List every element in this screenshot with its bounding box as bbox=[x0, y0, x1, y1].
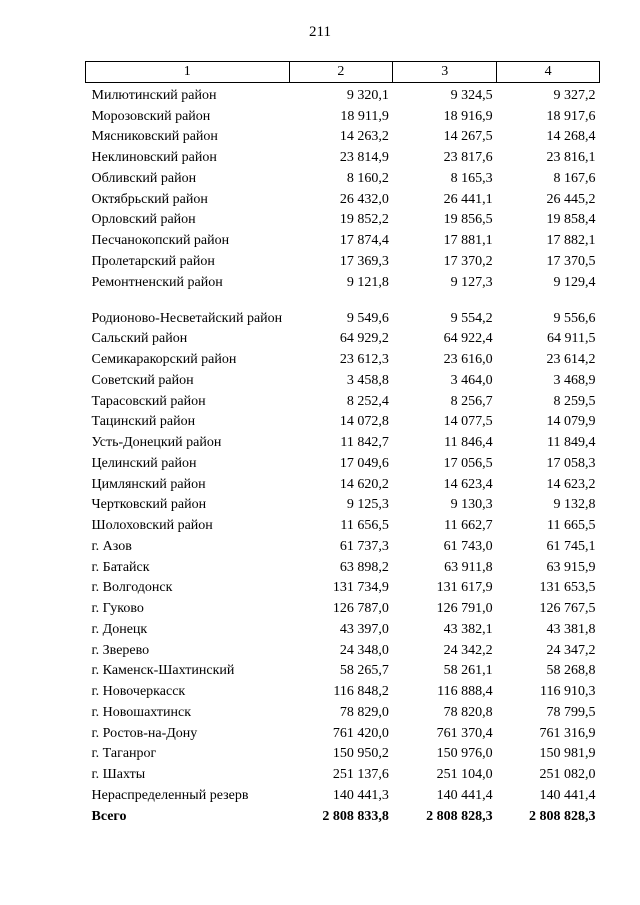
value-cell: 19 852,2 bbox=[339, 212, 389, 228]
row-name: г. Донецк bbox=[91, 621, 148, 637]
value-cell: 14 263,2 bbox=[339, 129, 389, 145]
value-cell: 251 104,0 bbox=[436, 767, 493, 782]
value-cell: 8 165,3 bbox=[450, 170, 493, 186]
value-cell: 11 846,4 bbox=[444, 435, 493, 450]
value-cell: 126 787,0 bbox=[332, 601, 389, 616]
value-cell: 2 808 828,3 bbox=[529, 808, 596, 824]
value-cell: 11 656,5 bbox=[340, 518, 389, 533]
row-name: Октябрьский район bbox=[91, 191, 208, 207]
value-cell: 61 743,0 bbox=[443, 538, 493, 554]
value-cell: 761 420,0 bbox=[332, 725, 389, 741]
value-cell: 17 049,6 bbox=[339, 455, 389, 471]
row-name: Цимлянский район bbox=[91, 476, 206, 492]
row-name: г. Ростов-на-Дону bbox=[91, 725, 198, 741]
value-cell: 18 916,9 bbox=[443, 108, 493, 124]
table-row bbox=[86, 430, 600, 451]
table-row bbox=[86, 327, 600, 348]
row-name: г. Каменск-Шахтинский bbox=[91, 663, 235, 679]
row-name: Милютинский район bbox=[91, 87, 217, 103]
row-name: г. Волгодонск bbox=[91, 580, 173, 596]
table-row bbox=[86, 742, 600, 763]
table-row bbox=[86, 783, 600, 804]
value-cell: 9 324,5 bbox=[450, 87, 493, 103]
value-cell: 43 397,0 bbox=[339, 621, 389, 637]
row-name: Чертковский район bbox=[91, 497, 207, 513]
value-cell: 24 348,0 bbox=[339, 642, 389, 658]
row-name: Советский район bbox=[91, 372, 194, 388]
table-row bbox=[86, 721, 600, 742]
value-cell: 150 976,0 bbox=[436, 746, 493, 762]
value-cell: 11 665,5 bbox=[547, 518, 596, 533]
table-row bbox=[86, 104, 600, 125]
table-row bbox=[86, 700, 600, 721]
value-cell: 126 767,5 bbox=[539, 601, 596, 616]
table-row bbox=[86, 270, 600, 291]
row-name: Морозовский район bbox=[91, 108, 211, 124]
value-cell: 61 737,3 bbox=[339, 538, 389, 554]
table-body bbox=[86, 83, 600, 825]
table-row bbox=[86, 659, 600, 680]
value-cell: 126 791,0 bbox=[436, 601, 493, 616]
row-name: г. Батайск bbox=[91, 559, 150, 575]
value-cell: 24 347,2 bbox=[546, 642, 596, 658]
value-cell: 131 617,9 bbox=[436, 580, 493, 596]
value-cell: 64 922,4 bbox=[443, 331, 493, 347]
value-cell: 3 458,8 bbox=[346, 372, 389, 388]
value-cell: 18 917,6 bbox=[546, 108, 596, 124]
table-row bbox=[86, 368, 600, 389]
table-row bbox=[86, 472, 600, 493]
value-cell: 23 817,6 bbox=[443, 150, 493, 165]
value-cell: 131 653,5 bbox=[539, 580, 596, 596]
table-row bbox=[86, 493, 600, 514]
table-row bbox=[86, 291, 600, 327]
table-row bbox=[86, 145, 600, 166]
row-name: Родионово-Несветайский район bbox=[91, 310, 283, 326]
value-cell: 63 911,8 bbox=[444, 559, 493, 575]
total-row bbox=[86, 804, 600, 825]
value-cell: 17 370,5 bbox=[546, 253, 596, 269]
value-cell: 78 799,5 bbox=[546, 704, 596, 720]
value-cell: 17 881,1 bbox=[443, 233, 493, 248]
value-cell: 24 342,2 bbox=[443, 642, 493, 658]
row-name: Шолоховский район bbox=[91, 518, 213, 533]
value-cell: 9 129,4 bbox=[553, 274, 596, 290]
table-row bbox=[86, 125, 600, 146]
value-cell: 23 816,1 bbox=[546, 150, 596, 165]
table-row bbox=[86, 228, 600, 249]
value-cell: 64 911,5 bbox=[547, 331, 596, 347]
table-header-row bbox=[86, 62, 600, 83]
table-row bbox=[86, 83, 600, 104]
row-name: Целинский район bbox=[91, 455, 197, 471]
value-cell: 9 554,2 bbox=[450, 310, 493, 326]
value-cell: 9 121,8 bbox=[346, 274, 389, 290]
value-cell: 17 874,4 bbox=[339, 233, 389, 248]
value-cell: 14 623,4 bbox=[443, 476, 493, 492]
value-cell: 116 848,2 bbox=[333, 684, 389, 699]
value-cell: 11 849,4 bbox=[547, 435, 596, 450]
row-name: г. Новошахтинск bbox=[91, 704, 192, 720]
value-cell: 26 445,2 bbox=[546, 191, 596, 207]
column-header: 2 bbox=[289, 62, 393, 83]
row-name: Всего bbox=[91, 808, 127, 824]
value-cell: 761 316,9 bbox=[539, 725, 596, 741]
row-name: г. Азов bbox=[91, 538, 132, 554]
value-cell: 58 268,8 bbox=[546, 663, 596, 679]
row-name: Тацинский район bbox=[91, 414, 196, 430]
value-cell: 19 858,4 bbox=[546, 212, 596, 228]
value-cell: 23 814,9 bbox=[339, 150, 389, 165]
column-header: 1 bbox=[86, 62, 290, 83]
row-name: Мясниковский район bbox=[91, 129, 218, 145]
value-cell: 23 614,2 bbox=[546, 352, 596, 367]
value-cell: 63 915,9 bbox=[546, 559, 596, 575]
table-row bbox=[86, 166, 600, 187]
value-cell: 251 082,0 bbox=[539, 767, 596, 782]
value-cell: 2 808 828,3 bbox=[426, 808, 493, 824]
value-cell: 18 911,9 bbox=[340, 108, 389, 124]
value-cell: 131 734,9 bbox=[332, 580, 389, 596]
value-cell: 26 432,0 bbox=[339, 191, 389, 207]
value-cell: 19 856,5 bbox=[443, 212, 493, 228]
row-name: Обливский район bbox=[91, 170, 197, 186]
value-cell: 9 549,6 bbox=[346, 310, 389, 326]
value-cell: 17 882,1 bbox=[546, 233, 596, 248]
row-name: Орловский район bbox=[91, 212, 196, 228]
row-name: Песчанокопский район bbox=[91, 233, 230, 248]
value-cell: 14 623,2 bbox=[546, 476, 596, 492]
value-cell: 11 842,7 bbox=[340, 435, 389, 450]
row-name: г. Шахты bbox=[91, 767, 146, 782]
value-cell: 116 888,4 bbox=[437, 684, 493, 699]
value-cell: 64 929,2 bbox=[339, 331, 389, 347]
value-cell: 14 267,5 bbox=[443, 129, 493, 145]
table-row bbox=[86, 410, 600, 431]
value-cell: 8 259,5 bbox=[553, 393, 596, 409]
value-cell: 17 058,3 bbox=[546, 455, 596, 471]
table-row bbox=[86, 638, 600, 659]
value-cell: 11 662,7 bbox=[444, 518, 493, 533]
value-cell: 8 252,4 bbox=[346, 393, 389, 409]
value-cell: 43 382,1 bbox=[443, 621, 493, 637]
value-cell: 3 464,0 bbox=[450, 372, 493, 388]
value-cell: 58 265,7 bbox=[339, 663, 389, 679]
table-row bbox=[86, 617, 600, 638]
table-row bbox=[86, 762, 600, 783]
value-cell: 150 981,9 bbox=[539, 746, 596, 762]
value-cell: 140 441,4 bbox=[436, 787, 493, 803]
value-cell: 14 077,5 bbox=[443, 414, 493, 430]
row-name: г. Новочеркасск bbox=[91, 684, 186, 699]
row-name: г. Гуково bbox=[91, 601, 144, 616]
value-cell: 251 137,6 bbox=[332, 767, 389, 782]
value-cell: 26 441,1 bbox=[443, 191, 493, 207]
value-cell: 140 441,4 bbox=[539, 787, 596, 803]
value-cell: 9 125,3 bbox=[346, 497, 389, 513]
table-row bbox=[86, 187, 600, 208]
table-row bbox=[86, 347, 600, 368]
value-cell: 140 441,3 bbox=[332, 787, 389, 803]
value-cell: 9 127,3 bbox=[450, 274, 493, 290]
table-row bbox=[86, 679, 600, 700]
row-name: г. Зверево bbox=[91, 642, 150, 658]
row-name: Нераспределенный резерв bbox=[91, 787, 249, 803]
value-cell: 9 556,6 bbox=[553, 310, 596, 326]
value-cell: 23 616,0 bbox=[443, 352, 493, 367]
value-cell: 9 327,2 bbox=[553, 87, 596, 103]
value-cell: 8 167,6 bbox=[553, 170, 596, 186]
column-header: 3 bbox=[393, 62, 497, 83]
value-cell: 2 808 833,8 bbox=[322, 808, 389, 824]
row-name: Сальский район bbox=[91, 331, 188, 347]
row-name: г. Таганрог bbox=[91, 746, 157, 762]
table-row bbox=[86, 596, 600, 617]
value-cell: 9 130,3 bbox=[450, 497, 493, 513]
value-cell: 3 468,9 bbox=[553, 372, 596, 388]
value-cell: 43 381,8 bbox=[546, 621, 596, 637]
row-name: Семикаракорский район bbox=[91, 352, 237, 367]
value-cell: 14 079,9 bbox=[546, 414, 596, 430]
table-row bbox=[86, 451, 600, 472]
value-cell: 78 820,8 bbox=[443, 704, 493, 720]
value-cell: 116 910,3 bbox=[540, 684, 596, 699]
value-cell: 78 829,0 bbox=[339, 704, 389, 720]
value-cell: 17 370,2 bbox=[443, 253, 493, 269]
row-name: Неклиновский район bbox=[91, 150, 217, 165]
value-cell: 8 256,7 bbox=[450, 393, 493, 409]
value-cell: 23 612,3 bbox=[339, 352, 389, 367]
value-cell: 58 261,1 bbox=[443, 663, 493, 679]
row-name: Тарасовский район bbox=[91, 393, 206, 409]
value-cell: 17 056,5 bbox=[443, 455, 493, 471]
table-row bbox=[86, 534, 600, 555]
row-name: Ремонтненский район bbox=[91, 274, 223, 290]
table-row bbox=[86, 389, 600, 410]
value-cell: 761 370,4 bbox=[436, 725, 493, 741]
table-row bbox=[86, 208, 600, 229]
value-cell: 8 160,2 bbox=[346, 170, 389, 186]
value-cell: 63 898,2 bbox=[339, 559, 389, 575]
value-cell: 14 268,4 bbox=[546, 129, 596, 145]
table-row bbox=[86, 576, 600, 597]
table-row bbox=[86, 249, 600, 270]
table-row bbox=[86, 555, 600, 576]
value-cell: 14 620,2 bbox=[339, 476, 389, 492]
table-row bbox=[86, 513, 600, 534]
row-name: Пролетарский район bbox=[91, 253, 215, 269]
page-number: 211 bbox=[309, 24, 331, 40]
value-cell: 61 745,1 bbox=[546, 538, 596, 554]
value-cell: 14 072,8 bbox=[339, 414, 389, 430]
value-cell: 9 320,1 bbox=[346, 87, 389, 103]
budget-table bbox=[85, 61, 600, 825]
row-name: Усть-Донецкий район bbox=[91, 435, 222, 450]
value-cell: 9 132,8 bbox=[553, 497, 596, 513]
value-cell: 17 369,3 bbox=[339, 253, 389, 269]
value-cell: 150 950,2 bbox=[332, 746, 389, 762]
column-header: 4 bbox=[497, 62, 600, 83]
